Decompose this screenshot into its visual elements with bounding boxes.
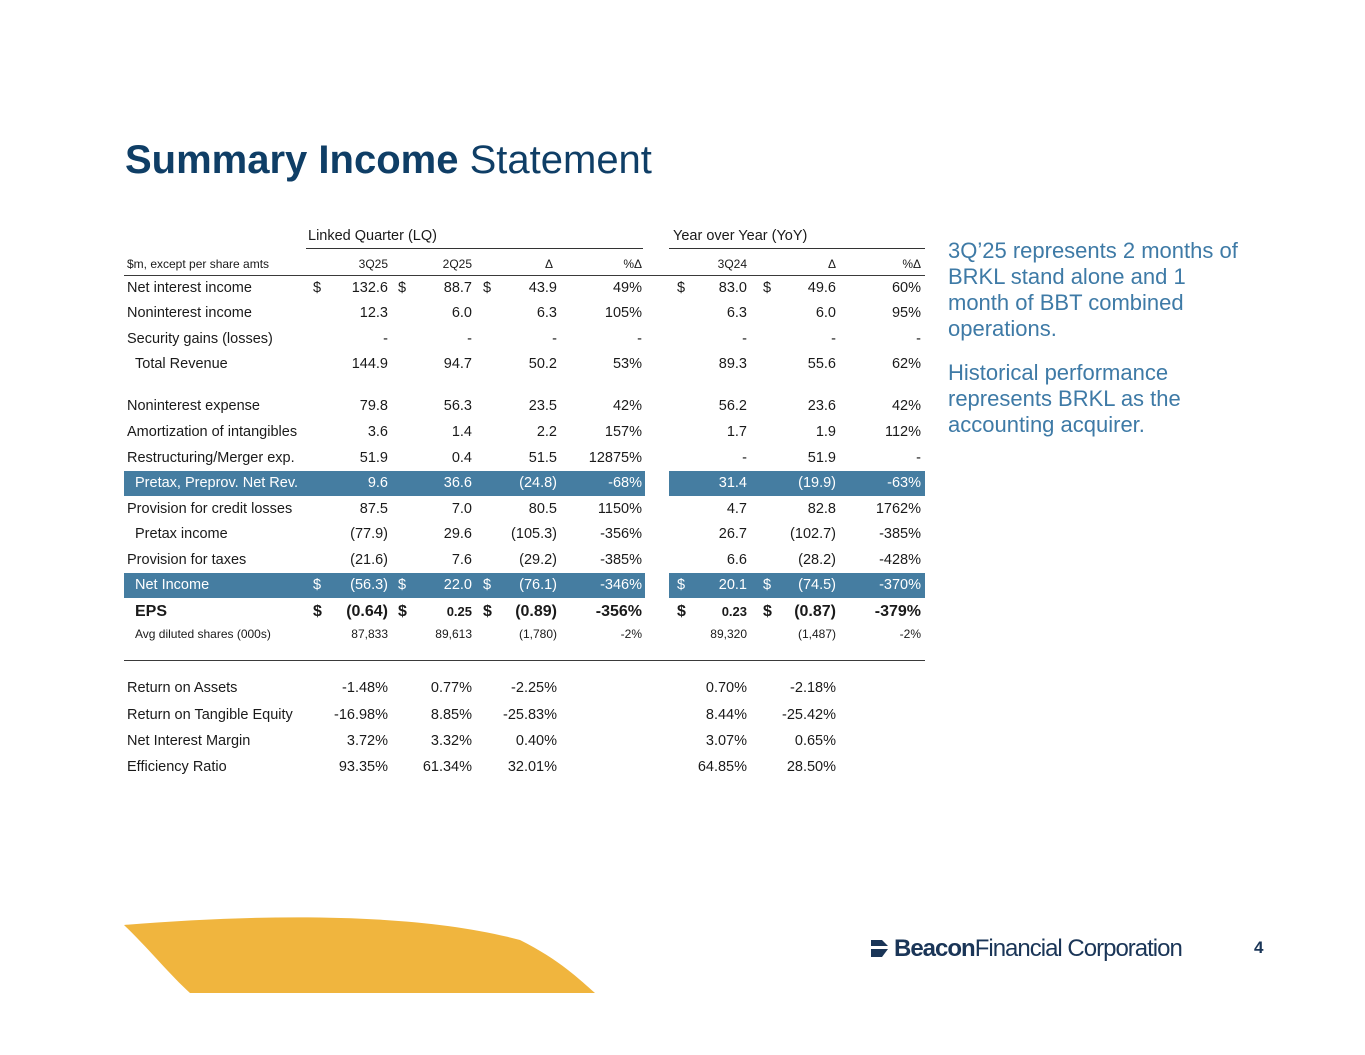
cell-c1: (77.9): [350, 526, 388, 542]
table-row-pretax: [124, 522, 925, 547]
cell-c5: 0.23: [721, 604, 747, 619]
cell-c4: -: [637, 331, 642, 347]
cell-c7: -379%: [874, 603, 921, 620]
table-row-amort: [124, 420, 925, 445]
cell-c4: -2%: [620, 627, 642, 641]
cell-c1: -16.98%: [333, 707, 388, 723]
cell-c6: (1,487): [797, 627, 836, 641]
row-label: Provision for credit losses: [127, 501, 293, 517]
column-gap: [645, 471, 669, 496]
cell-c1: (21.6): [350, 552, 388, 568]
table-row-nonie: [124, 394, 925, 419]
cell-c3: 6.3: [536, 305, 557, 321]
cell-c1: 3.6: [367, 424, 388, 440]
row-label: EPS: [135, 603, 168, 620]
table-divider-2: [124, 660, 925, 661]
cell-c5: -: [742, 331, 747, 347]
header-c2: 2Q25: [442, 257, 472, 271]
cell-c7: 60%: [891, 280, 921, 296]
title-bold: Summary Income: [125, 138, 459, 182]
cell-c7: [841, 755, 921, 780]
cell-c7: -: [916, 450, 921, 466]
row-label: Provision for taxes: [127, 552, 247, 568]
cell-c5: 6.6: [726, 552, 747, 568]
cell-c6: 51.9: [807, 450, 836, 466]
cell-c4: -385%: [600, 552, 642, 568]
cell-c2: 0.4: [451, 450, 472, 466]
cell-c3: 43.9: [528, 280, 557, 296]
table-row-rote: [124, 703, 925, 728]
currency-symbol: $: [677, 280, 686, 296]
cell-c7: [841, 729, 921, 754]
cell-c6: 28.50%: [786, 759, 836, 775]
cell-c6: (102.7): [790, 526, 836, 542]
currency-symbol: $: [763, 280, 772, 296]
cell-c3: (24.8): [519, 475, 557, 491]
table-row-taxes: [124, 548, 925, 573]
cell-c3: 51.5: [528, 450, 557, 466]
cell-c2: 61.34%: [422, 759, 472, 775]
cell-c4: 105%: [604, 305, 642, 321]
cell-c3: 32.01%: [507, 759, 557, 775]
cell-c4: 12875%: [588, 450, 642, 466]
cell-c3: 80.5: [528, 501, 557, 517]
cell-c3: -: [552, 331, 557, 347]
cell-c6: -: [831, 331, 836, 347]
cell-c2: 1.4: [451, 424, 472, 440]
column-gap: [645, 573, 669, 598]
cell-c4: [562, 703, 642, 728]
cell-c6: 6.0: [815, 305, 836, 321]
cell-c4: -356%: [595, 603, 642, 620]
cell-c1: -1.48%: [342, 680, 388, 696]
cell-c2: 94.7: [443, 356, 472, 372]
cell-c5: 89,320: [710, 627, 747, 641]
cell-c4: [562, 755, 642, 780]
table-row-ni: [124, 573, 925, 598]
cell-c3: (29.2): [519, 552, 557, 568]
cell-c5: 4.7: [726, 501, 747, 517]
cell-c5: 6.3: [726, 305, 747, 321]
cell-c6: (28.2): [798, 552, 836, 568]
cell-c1: -: [383, 331, 388, 347]
cell-c2: -: [467, 331, 472, 347]
row-label: Return on Assets: [127, 680, 238, 696]
cell-c3: (76.1): [519, 577, 557, 593]
decorative-wave: [120, 915, 600, 995]
cell-c5: 64.85%: [697, 759, 747, 775]
cell-c7: 112%: [884, 424, 921, 440]
row-label: Noninterest expense: [127, 398, 260, 414]
cell-c5: 26.7: [718, 526, 747, 542]
row-label: Avg diluted shares (000s): [135, 627, 271, 641]
header-c5: 3Q24: [717, 257, 747, 271]
cell-c7: -385%: [879, 526, 921, 542]
table-row-restr: [124, 446, 925, 471]
row-label: Net Income: [135, 577, 210, 593]
header-c3: Δ: [544, 257, 553, 271]
cell-c4: 42%: [612, 398, 642, 414]
row-label: Restructuring/Merger exp.: [127, 450, 295, 466]
cell-c7: 1762%: [875, 501, 921, 517]
cell-c4: 53%: [612, 356, 642, 372]
cell-c2: 0.25: [446, 604, 472, 619]
cell-c2: 8.85%: [430, 707, 472, 723]
cell-c2: 3.32%: [430, 733, 472, 749]
row-label: Pretax, Preprov. Net Rev.: [135, 475, 299, 491]
page-number: 4: [1254, 938, 1264, 957]
cell-c6: (74.5): [798, 577, 836, 593]
group-underline-lq: [306, 248, 643, 249]
table-row-prov: [124, 497, 925, 522]
side-note-1: 3Q’25 represents 2 months of BRKL stand alone and 1 month of BBT combined operations.: [948, 238, 1238, 341]
table-divider-1: [124, 275, 925, 276]
cell-c7: 42%: [891, 398, 921, 414]
cell-c4: [562, 676, 642, 701]
cell-c6: 82.8: [807, 501, 836, 517]
cell-c6: 49.6: [807, 280, 836, 296]
cell-c1: 79.8: [359, 398, 388, 414]
cell-c1: 9.6: [367, 475, 388, 491]
cell-c3: 50.2: [528, 356, 557, 372]
row-label: Return on Tangible Equity: [127, 707, 293, 723]
row-label: Noninterest income: [127, 305, 252, 321]
cell-c7: 95%: [891, 305, 921, 321]
row-label: Security gains (losses): [127, 331, 273, 347]
cell-c3: 0.40%: [515, 733, 557, 749]
table-row-nonii: [124, 301, 925, 326]
currency-symbol: $: [763, 603, 772, 620]
cell-c5: 8.44%: [705, 707, 747, 723]
cell-c4: -356%: [600, 526, 642, 542]
cell-c2: 36.6: [443, 475, 472, 491]
cell-c4: 1150%: [597, 501, 642, 517]
cell-c6: 0.65%: [794, 733, 836, 749]
cell-c6: -2.18%: [790, 680, 836, 696]
cell-c1: 87.5: [359, 501, 388, 517]
header-label: $m, except per share amts: [127, 257, 270, 271]
cell-c2: 7.0: [451, 501, 472, 517]
group-underline-yoy: [669, 248, 925, 249]
cell-c1: (0.64): [346, 603, 388, 620]
currency-symbol: $: [677, 603, 686, 620]
table-row-nim: [124, 729, 925, 754]
cell-c7: -428%: [879, 552, 921, 568]
cell-c1: 132.6: [351, 280, 388, 296]
table-row-totrev: [124, 352, 925, 377]
cell-c1: 51.9: [359, 450, 388, 466]
header-c7: %Δ: [902, 257, 921, 271]
table-header-row: [124, 252, 925, 277]
group-header-lq: Linked Quarter (LQ): [308, 228, 437, 244]
header-c1: 3Q25: [358, 257, 388, 271]
cell-c1: 144.9: [351, 356, 388, 372]
cell-c5: 56.2: [718, 398, 747, 414]
cell-c3: -2.25%: [511, 680, 557, 696]
side-note-2: Historical performance represents BRKL as the accounting acquirer.: [948, 360, 1181, 437]
table-row-eps: [124, 599, 925, 624]
cell-c5: -: [742, 450, 747, 466]
header-c6: Δ: [827, 257, 836, 271]
cell-c4: -68%: [608, 475, 642, 491]
cell-c1: (56.3): [350, 577, 388, 593]
cell-c6: 1.9: [815, 424, 836, 440]
cell-c6: (19.9): [798, 475, 836, 491]
currency-symbol: $: [398, 280, 407, 296]
currency-symbol: $: [313, 280, 322, 296]
cell-c7: -63%: [887, 475, 921, 491]
cell-c5: 83.0: [718, 280, 747, 296]
cell-c4: -346%: [600, 577, 642, 593]
cell-c6: 23.6: [807, 398, 836, 414]
currency-symbol: $: [483, 577, 492, 593]
cell-c2: 0.77%: [430, 680, 472, 696]
cell-c2: 29.6: [443, 526, 472, 542]
table-row-pppnr: [124, 471, 925, 496]
currency-symbol: $: [677, 577, 686, 593]
currency-symbol: $: [483, 603, 492, 620]
cell-c6: 55.6: [807, 356, 836, 372]
currency-symbol: $: [313, 577, 322, 593]
row-label: Pretax income: [135, 526, 228, 542]
logo-text-regular: Financial Corporation: [974, 935, 1182, 962]
cell-c4: 49%: [612, 280, 642, 296]
cell-c1: 12.3: [359, 305, 388, 321]
cell-c3: (1,780): [518, 627, 557, 641]
cell-c7: -370%: [879, 577, 921, 593]
cell-c1: 87,833: [351, 627, 388, 641]
currency-symbol: $: [398, 577, 407, 593]
cell-c6: -25.42%: [781, 707, 836, 723]
cell-c7: -2%: [899, 627, 921, 641]
cell-c7: 62%: [891, 356, 921, 372]
page-title: [125, 138, 652, 183]
cell-c5: 31.4: [718, 475, 747, 491]
cell-c7: [841, 676, 921, 701]
cell-c3: 23.5: [528, 398, 557, 414]
cell-c2: 56.3: [443, 398, 472, 414]
cell-c5: 20.1: [718, 577, 747, 593]
cell-c6: (0.87): [794, 603, 836, 620]
cell-c2: 6.0: [451, 305, 472, 321]
currency-symbol: $: [398, 603, 407, 620]
row-label: Net Interest Margin: [127, 733, 251, 749]
row-label: Amortization of intangibles: [127, 424, 298, 440]
cell-c4: [562, 729, 642, 754]
group-header-yoy: Year over Year (YoY): [673, 228, 808, 244]
table-row-roa: [124, 676, 925, 701]
cell-c3: -25.83%: [502, 707, 557, 723]
row-label: Total Revenue: [135, 356, 228, 372]
logo-text: [894, 934, 1182, 964]
currency-symbol: $: [483, 280, 492, 296]
beacon-logo-icon: [870, 938, 890, 960]
header-c4: %Δ: [623, 257, 642, 271]
cell-c7: -: [916, 331, 921, 347]
cell-c5: 1.7: [726, 424, 747, 440]
cell-c5: 0.70%: [705, 680, 747, 696]
cell-c7: [841, 703, 921, 728]
table-row-eff: [124, 755, 925, 780]
table-row-nii: [124, 276, 925, 301]
cell-c1: 93.35%: [338, 759, 388, 775]
cell-c3: (105.3): [511, 526, 557, 542]
cell-c5: 89.3: [718, 356, 747, 372]
title-regular: Statement: [469, 138, 652, 182]
cell-c3: (0.89): [515, 603, 557, 620]
cell-c5: 3.07%: [705, 733, 747, 749]
cell-c2: 89,613: [435, 627, 472, 641]
logo-text-bold: Beacon: [894, 935, 975, 962]
currency-symbol: $: [763, 577, 772, 593]
row-label: Efficiency Ratio: [127, 759, 227, 775]
cell-c1: 3.72%: [346, 733, 388, 749]
table-row-shares: [124, 622, 925, 647]
row-label: Net interest income: [127, 280, 252, 296]
cell-c2: 22.0: [443, 577, 472, 593]
cell-c3: 2.2: [536, 424, 557, 440]
currency-symbol: $: [313, 603, 322, 620]
table-row-secgains: [124, 327, 925, 352]
cell-c4: 157%: [604, 424, 642, 440]
cell-c2: 88.7: [443, 280, 472, 296]
cell-c2: 7.6: [451, 552, 472, 568]
